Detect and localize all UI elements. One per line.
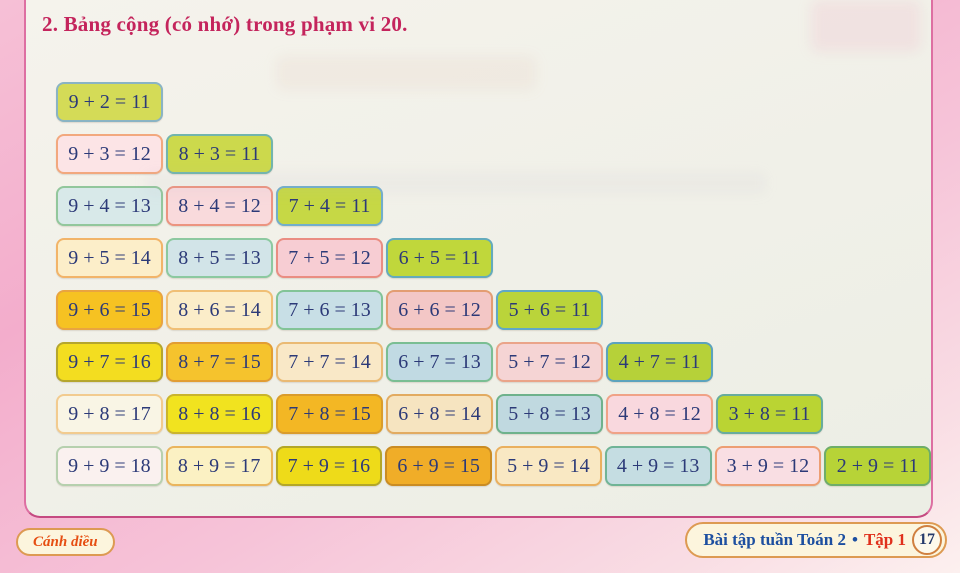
page-footer: [0, 516, 960, 573]
addition-cell: 8 + 4 = 12: [166, 186, 273, 226]
table-row: [56, 394, 931, 434]
addition-cell: 8 + 8 = 16: [166, 394, 273, 434]
addition-cell: 9 + 4 = 13: [56, 186, 163, 226]
table-row: [56, 134, 931, 174]
addition-cell: 7 + 7 = 14: [276, 342, 383, 382]
addition-cell: 8 + 6 = 14: [166, 290, 273, 330]
addition-cell: 5 + 6 = 11: [496, 290, 603, 330]
addition-cell: 4 + 7 = 11: [606, 342, 713, 382]
addition-cell: 7 + 6 = 13: [276, 290, 383, 330]
addition-cell: 6 + 5 = 11: [386, 238, 493, 278]
table-row: [56, 342, 931, 382]
addition-cell: 8 + 5 = 13: [166, 238, 273, 278]
addition-cell: 2 + 9 = 11: [824, 446, 931, 486]
table-row: [56, 290, 931, 330]
page-number: 17: [912, 525, 942, 555]
addition-cell: 6 + 9 = 15: [385, 446, 492, 486]
addition-cell: 9 + 2 = 11: [56, 82, 163, 122]
table-row: [56, 238, 931, 278]
addition-cell: 4 + 9 = 13: [605, 446, 712, 486]
book-title: Bài tập tuần Toán 2: [703, 530, 846, 549]
section-title: 2. Bảng cộng (có nhớ) trong phạm vi 20.: [42, 12, 408, 36]
addition-cell: 6 + 8 = 14: [386, 394, 493, 434]
addition-cell: 8 + 9 = 17: [166, 446, 273, 486]
table-row: [56, 82, 931, 122]
addition-cell: 6 + 6 = 12: [386, 290, 493, 330]
addition-cell: 5 + 8 = 13: [496, 394, 603, 434]
addition-cell: 9 + 6 = 15: [56, 290, 163, 330]
publisher-name: Cánh diều: [33, 533, 98, 550]
addition-cell: 3 + 8 = 11: [716, 394, 823, 434]
addition-cell: 8 + 3 = 11: [166, 134, 273, 174]
addition-cell: 3 + 9 = 12: [715, 446, 822, 486]
addition-cell: 7 + 4 = 11: [276, 186, 383, 226]
addition-table: [26, 37, 931, 486]
addition-cell: 4 + 8 = 12: [606, 394, 713, 434]
table-row: [56, 446, 931, 486]
addition-cell: 9 + 7 = 16: [56, 342, 163, 382]
addition-cell: 8 + 7 = 15: [166, 342, 273, 382]
addition-cell: 6 + 7 = 13: [386, 342, 493, 382]
book-info-badge: [685, 522, 947, 558]
addition-cell: 9 + 5 = 14: [56, 238, 163, 278]
addition-cell: 5 + 9 = 14: [495, 446, 602, 486]
addition-cell: 7 + 8 = 15: [276, 394, 383, 434]
addition-cell: 7 + 5 = 12: [276, 238, 383, 278]
table-row: [56, 186, 931, 226]
volume-label: Tập 1: [863, 530, 906, 549]
addition-cell: 9 + 8 = 17: [56, 394, 163, 434]
publisher-badge: [16, 528, 115, 556]
content-panel: [24, 0, 933, 518]
addition-cell: 7 + 9 = 16: [276, 446, 383, 486]
addition-cell: 9 + 3 = 12: [56, 134, 163, 174]
addition-cell: 5 + 7 = 12: [496, 342, 603, 382]
addition-cell: 9 + 9 = 18: [56, 446, 163, 486]
separator-dot: •: [852, 530, 858, 549]
